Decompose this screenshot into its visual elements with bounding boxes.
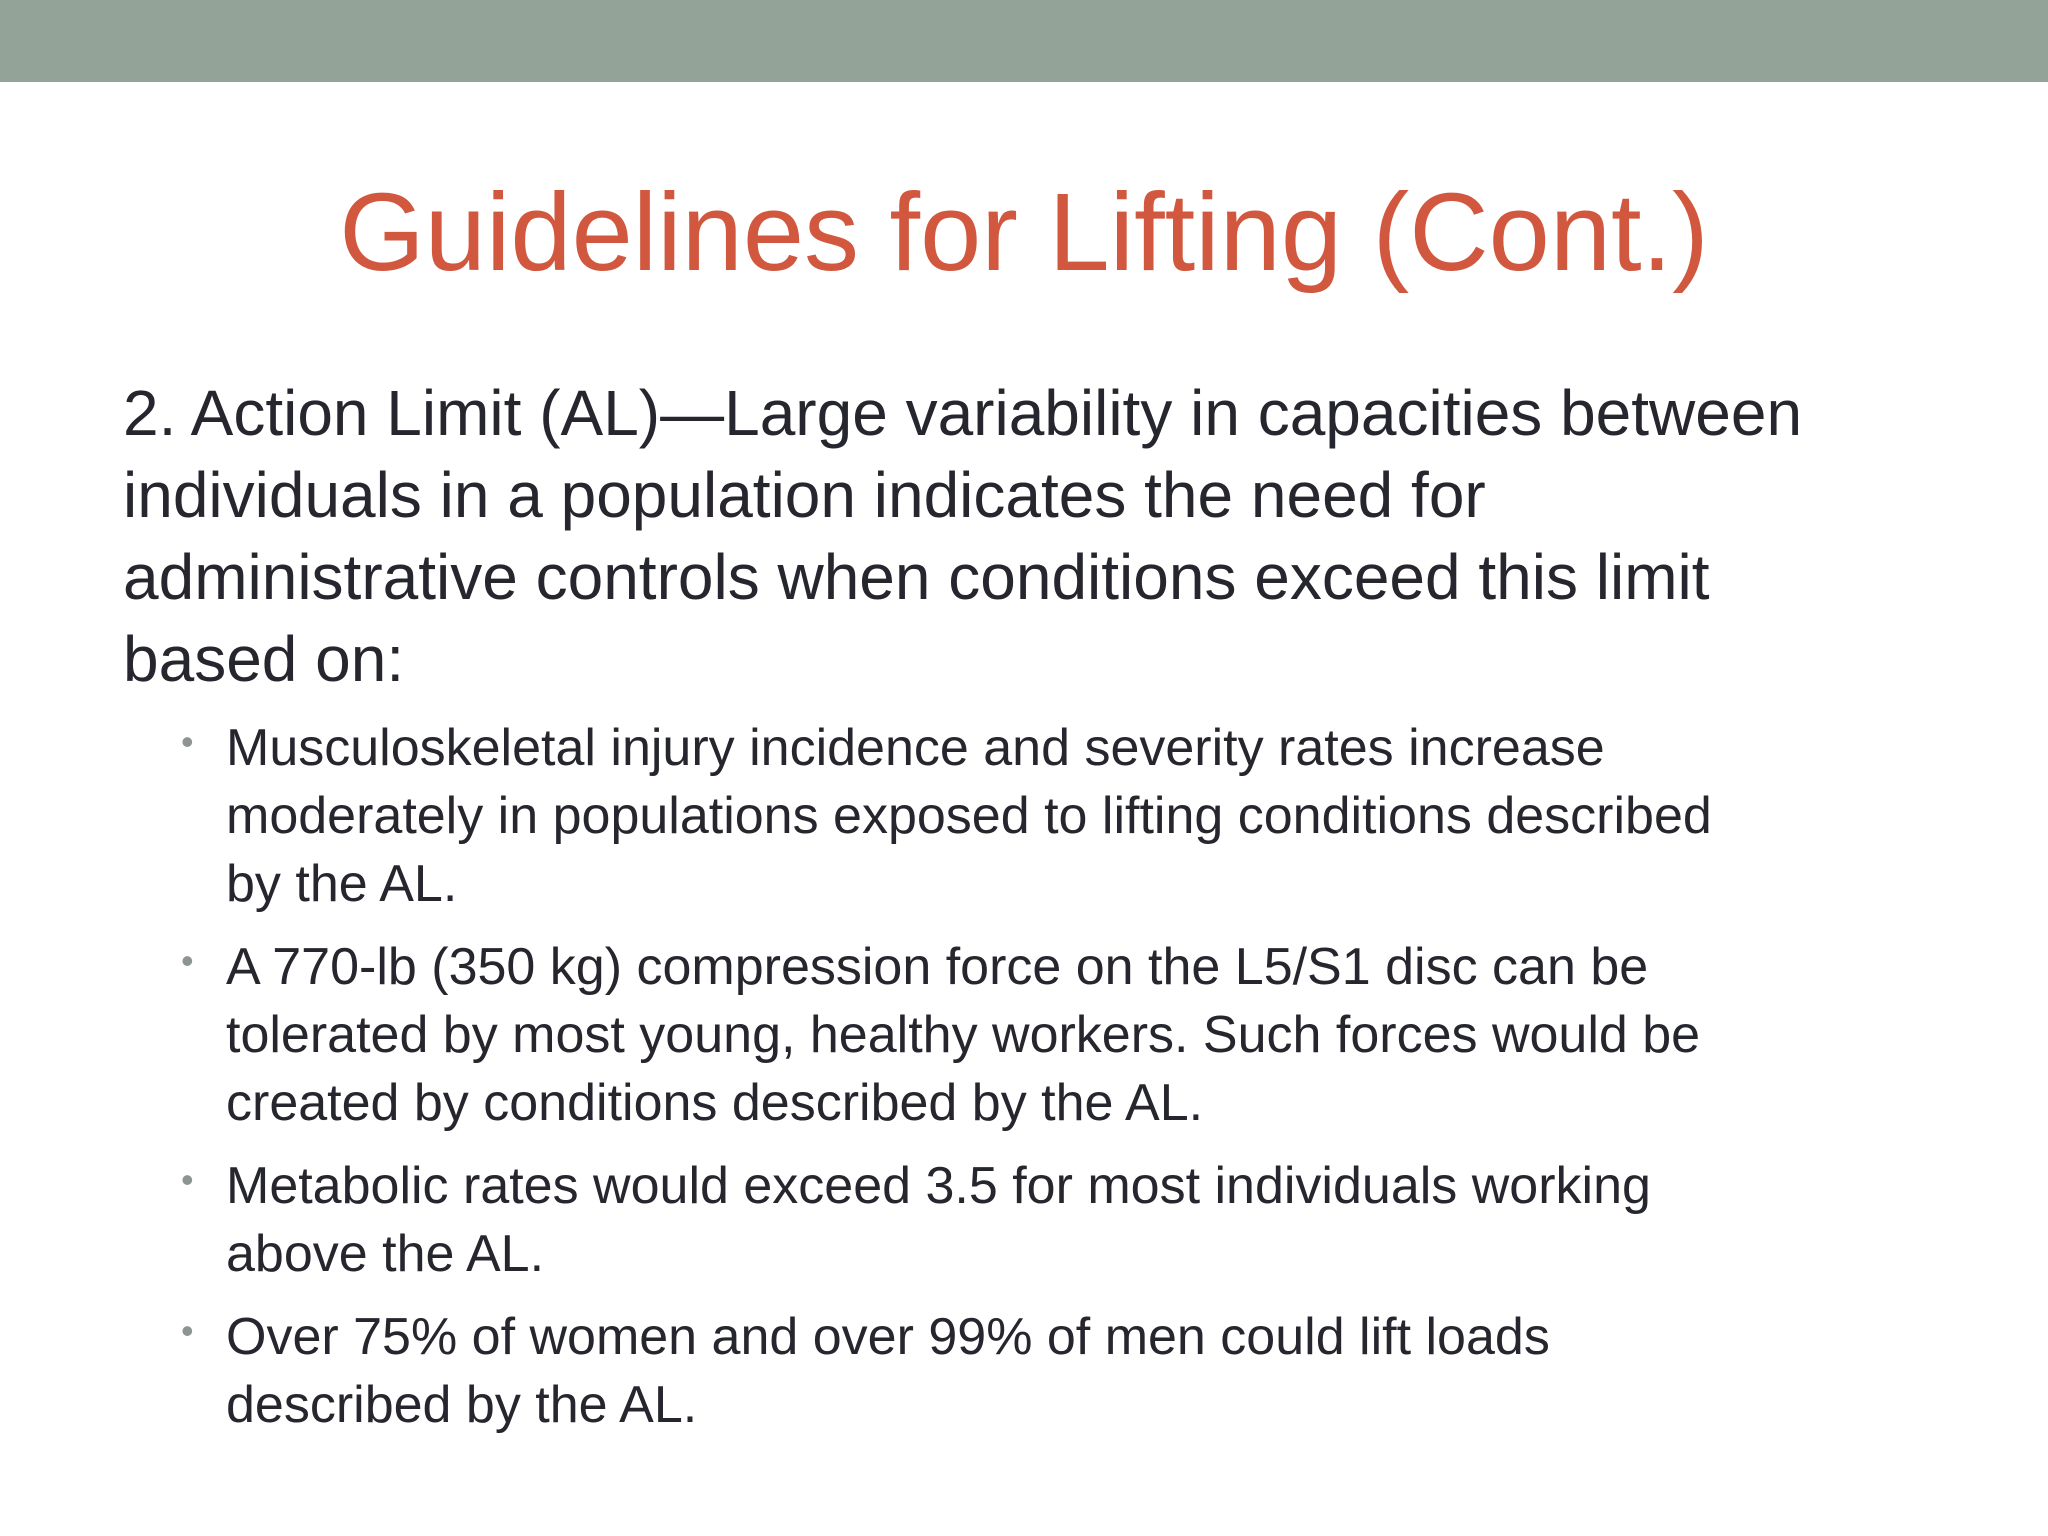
bullet-item — [181, 714, 1943, 918]
bullet-item — [181, 933, 1943, 1137]
bullet-line: by the AL. — [226, 855, 458, 913]
bullet-dot-icon: • — [181, 940, 194, 981]
lead-line: administrative controls when conditions exceed this limit — [123, 541, 1710, 613]
bullet-dot-icon: • — [181, 1310, 194, 1351]
lead-line: individuals in a population indicates the need for — [123, 459, 1486, 531]
slide-body — [123, 372, 1943, 1454]
bullet-line: created by conditions described by the AL. — [226, 1074, 1204, 1132]
bullet-item — [181, 1152, 1943, 1288]
bullet-line: tolerated by most young, healthy workers. Such forces would be — [226, 1006, 1701, 1064]
bullet-dot-icon: • — [181, 1159, 194, 1200]
bullet-line: A 770-lb (350 kg) compression force on the L5/S1 disc can be — [226, 938, 1649, 996]
lead-paragraph — [123, 372, 1943, 700]
header-band — [0, 0, 2048, 82]
bullet-line: Over 75% of women and over 99% of men could lift loads — [226, 1308, 1550, 1366]
bullet-line: above the AL. — [226, 1225, 545, 1283]
bullet-list — [123, 714, 1943, 1439]
bullet-line: Musculoskeletal injury incidence and severity rates increase — [226, 719, 1605, 777]
lead-line: 2. Action Limit (AL)—Large variability in capacities between — [123, 377, 1803, 449]
bullet-line: described by the AL. — [226, 1376, 698, 1434]
slide-title: Guidelines for Lifting (Cont.) — [339, 171, 1709, 294]
bullet-line: Metabolic rates would exceed 3.5 for most individuals working — [226, 1157, 1651, 1215]
bullet-dot-icon: • — [181, 721, 194, 762]
lead-line: based on: — [123, 623, 405, 695]
bullet-line: moderately in populations exposed to lifting conditions described — [226, 787, 1712, 845]
bullet-item — [181, 1303, 1943, 1439]
